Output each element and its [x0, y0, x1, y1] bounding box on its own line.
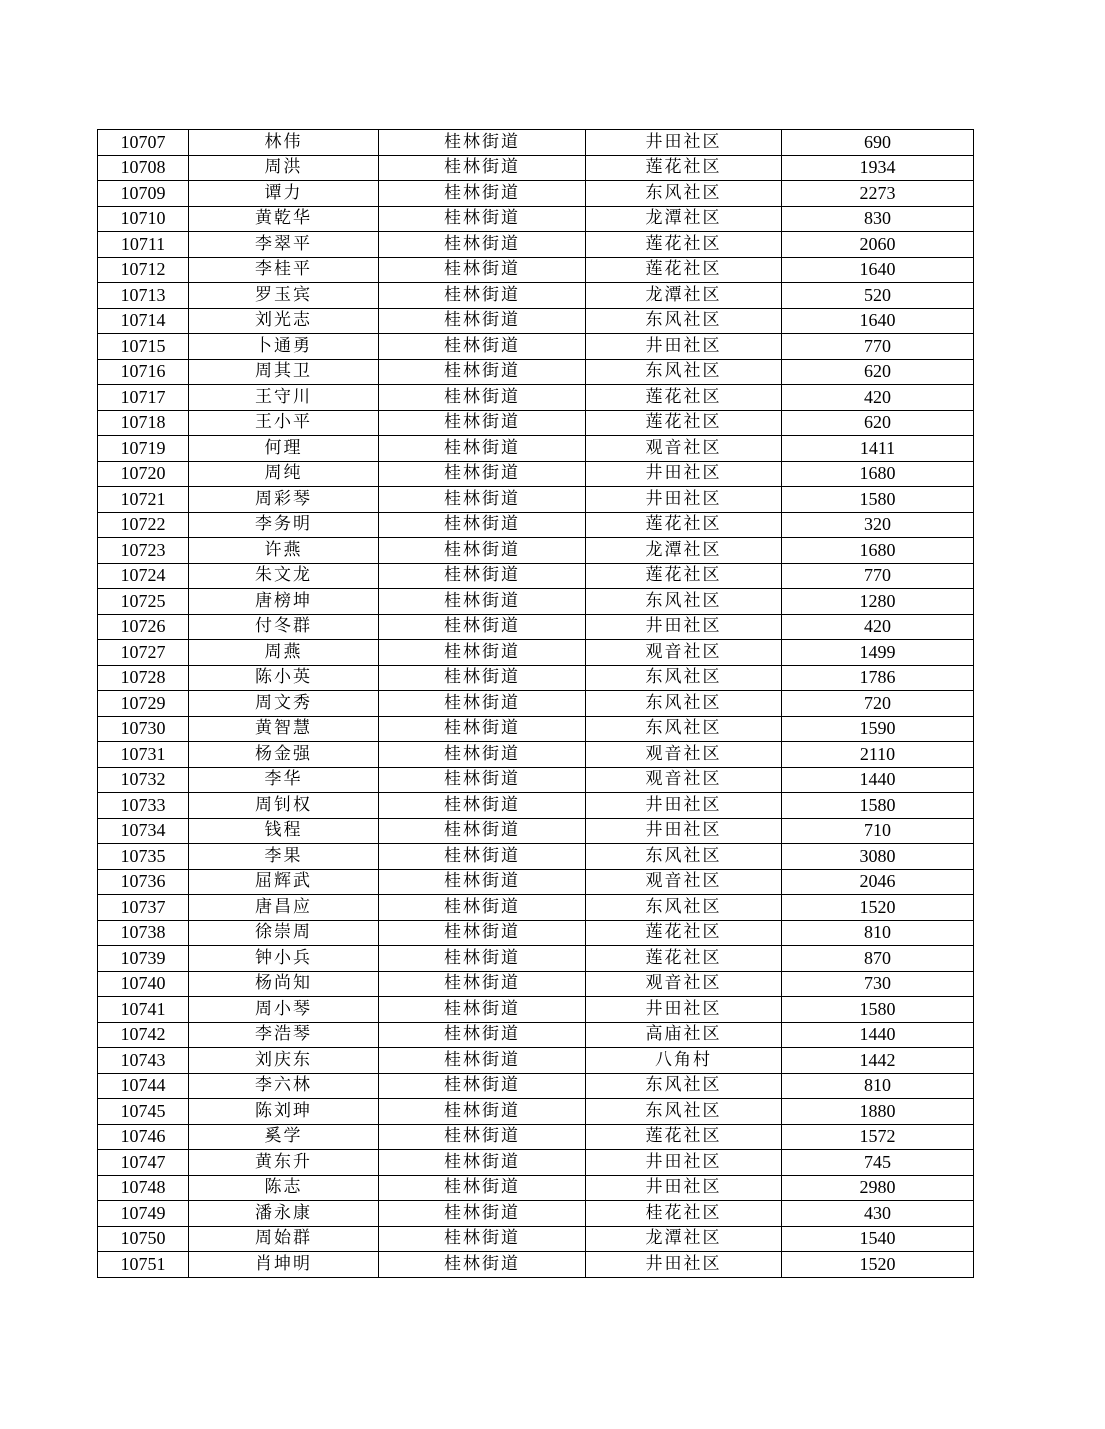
record-id-cell: 10716 [98, 359, 189, 385]
amount-cell: 1520 [782, 1252, 974, 1278]
person-name-cell: 周文秀 [189, 691, 379, 717]
record-id-cell: 10714 [98, 308, 189, 334]
record-id-cell: 10722 [98, 512, 189, 538]
record-id-cell: 10749 [98, 1201, 189, 1227]
street-cell: 桂林街道 [379, 1201, 586, 1227]
street-cell: 桂林街道 [379, 1099, 586, 1125]
record-id-cell: 10740 [98, 971, 189, 997]
amount-cell: 810 [782, 1073, 974, 1099]
community-cell: 井田社区 [586, 1150, 782, 1176]
record-id-cell: 10731 [98, 742, 189, 768]
amount-cell: 1880 [782, 1099, 974, 1125]
person-name-cell: 李华 [189, 767, 379, 793]
amount-cell: 320 [782, 512, 974, 538]
amount-cell: 620 [782, 410, 974, 436]
amount-cell: 730 [782, 971, 974, 997]
record-id-cell: 10737 [98, 895, 189, 921]
person-name-cell: 李桂平 [189, 257, 379, 283]
street-cell: 桂林街道 [379, 155, 586, 181]
community-cell: 龙潭社区 [586, 538, 782, 564]
person-name-cell: 谭力 [189, 181, 379, 207]
table-row [98, 538, 974, 564]
community-cell: 东风社区 [586, 895, 782, 921]
table-row [98, 1175, 974, 1201]
amount-cell: 810 [782, 920, 974, 946]
amount-cell: 1540 [782, 1226, 974, 1252]
community-cell: 井田社区 [586, 1175, 782, 1201]
record-id-cell: 10741 [98, 997, 189, 1023]
table-row [98, 130, 974, 156]
record-table [97, 129, 974, 1278]
community-cell: 龙潭社区 [586, 283, 782, 309]
community-cell: 井田社区 [586, 130, 782, 156]
street-cell: 桂林街道 [379, 130, 586, 156]
person-name-cell: 黄东升 [189, 1150, 379, 1176]
amount-cell: 1680 [782, 461, 974, 487]
street-cell: 桂林街道 [379, 283, 586, 309]
street-cell: 桂林街道 [379, 716, 586, 742]
table-row [98, 206, 974, 232]
street-cell: 桂林街道 [379, 1022, 586, 1048]
community-cell: 观音社区 [586, 436, 782, 462]
record-id-cell: 10723 [98, 538, 189, 564]
amount-cell: 1786 [782, 665, 974, 691]
table-row [98, 334, 974, 360]
person-name-cell: 黄乾华 [189, 206, 379, 232]
person-name-cell: 李务明 [189, 512, 379, 538]
amount-cell: 2046 [782, 869, 974, 895]
record-id-cell: 10730 [98, 716, 189, 742]
table-row [98, 461, 974, 487]
person-name-cell: 周钊权 [189, 793, 379, 819]
community-cell: 东风社区 [586, 181, 782, 207]
street-cell: 桂林街道 [379, 1124, 586, 1150]
record-id-cell: 10715 [98, 334, 189, 360]
record-id-cell: 10708 [98, 155, 189, 181]
community-cell: 井田社区 [586, 793, 782, 819]
table-row [98, 487, 974, 513]
table-row [98, 971, 974, 997]
amount-cell: 1440 [782, 1022, 974, 1048]
street-cell: 桂林街道 [379, 742, 586, 768]
table-row [98, 742, 974, 768]
record-id-cell: 10712 [98, 257, 189, 283]
street-cell: 桂林街道 [379, 767, 586, 793]
person-name-cell: 王守川 [189, 385, 379, 411]
amount-cell: 1640 [782, 257, 974, 283]
table-row [98, 920, 974, 946]
person-name-cell: 钱程 [189, 818, 379, 844]
record-id-cell: 10729 [98, 691, 189, 717]
community-cell: 井田社区 [586, 461, 782, 487]
street-cell: 桂林街道 [379, 1073, 586, 1099]
person-name-cell: 付冬群 [189, 614, 379, 640]
record-id-cell: 10709 [98, 181, 189, 207]
street-cell: 桂林街道 [379, 487, 586, 513]
community-cell: 东风社区 [586, 589, 782, 615]
community-cell: 莲花社区 [586, 1124, 782, 1150]
street-cell: 桂林街道 [379, 818, 586, 844]
person-name-cell: 周燕 [189, 640, 379, 666]
person-name-cell: 陈刘珅 [189, 1099, 379, 1125]
community-cell: 观音社区 [586, 869, 782, 895]
amount-cell: 1590 [782, 716, 974, 742]
street-cell: 桂林街道 [379, 206, 586, 232]
amount-cell: 2060 [782, 232, 974, 258]
record-id-cell: 10751 [98, 1252, 189, 1278]
person-name-cell: 奚学 [189, 1124, 379, 1150]
person-name-cell: 李果 [189, 844, 379, 870]
table-row [98, 997, 974, 1023]
community-cell: 井田社区 [586, 1252, 782, 1278]
record-id-cell: 10718 [98, 410, 189, 436]
street-cell: 桂林街道 [379, 461, 586, 487]
community-cell: 桂花社区 [586, 1201, 782, 1227]
record-id-cell: 10748 [98, 1175, 189, 1201]
record-id-cell: 10710 [98, 206, 189, 232]
street-cell: 桂林街道 [379, 844, 586, 870]
record-id-cell: 10727 [98, 640, 189, 666]
record-id-cell: 10728 [98, 665, 189, 691]
amount-cell: 770 [782, 563, 974, 589]
community-cell: 莲花社区 [586, 920, 782, 946]
community-cell: 莲花社区 [586, 155, 782, 181]
amount-cell: 870 [782, 946, 974, 972]
record-id-cell: 10726 [98, 614, 189, 640]
street-cell: 桂林街道 [379, 895, 586, 921]
table-row [98, 1124, 974, 1150]
community-cell: 莲花社区 [586, 946, 782, 972]
amount-cell: 1934 [782, 155, 974, 181]
community-cell: 东风社区 [586, 844, 782, 870]
table-row [98, 1099, 974, 1125]
person-name-cell: 黄智慧 [189, 716, 379, 742]
record-id-cell: 10713 [98, 283, 189, 309]
amount-cell: 1442 [782, 1048, 974, 1074]
table-row [98, 155, 974, 181]
person-name-cell: 潘永康 [189, 1201, 379, 1227]
amount-cell: 3080 [782, 844, 974, 870]
person-name-cell: 杨尚知 [189, 971, 379, 997]
community-cell: 井田社区 [586, 818, 782, 844]
community-cell: 东风社区 [586, 1099, 782, 1125]
street-cell: 桂林街道 [379, 308, 586, 334]
record-id-cell: 10746 [98, 1124, 189, 1150]
street-cell: 桂林街道 [379, 997, 586, 1023]
record-id-cell: 10750 [98, 1226, 189, 1252]
table-row [98, 640, 974, 666]
table-row [98, 359, 974, 385]
record-id-cell: 10733 [98, 793, 189, 819]
record-id-cell: 10747 [98, 1150, 189, 1176]
person-name-cell: 林伟 [189, 130, 379, 156]
street-cell: 桂林街道 [379, 359, 586, 385]
amount-cell: 1580 [782, 793, 974, 819]
person-name-cell: 李翠平 [189, 232, 379, 258]
record-id-cell: 10736 [98, 869, 189, 895]
street-cell: 桂林街道 [379, 563, 586, 589]
amount-cell: 2273 [782, 181, 974, 207]
record-id-cell: 10719 [98, 436, 189, 462]
table-row [98, 793, 974, 819]
record-id-cell: 10711 [98, 232, 189, 258]
table-row [98, 181, 974, 207]
amount-cell: 770 [782, 334, 974, 360]
person-name-cell: 徐崇周 [189, 920, 379, 946]
street-cell: 桂林街道 [379, 665, 586, 691]
record-id-cell: 10742 [98, 1022, 189, 1048]
street-cell: 桂林街道 [379, 946, 586, 972]
community-cell: 莲花社区 [586, 257, 782, 283]
person-name-cell: 许燕 [189, 538, 379, 564]
street-cell: 桂林街道 [379, 257, 586, 283]
street-cell: 桂林街道 [379, 410, 586, 436]
community-cell: 高庙社区 [586, 1022, 782, 1048]
person-name-cell: 钟小兵 [189, 946, 379, 972]
table-row [98, 767, 974, 793]
community-cell: 东风社区 [586, 691, 782, 717]
table-row [98, 895, 974, 921]
community-cell: 井田社区 [586, 487, 782, 513]
table-row [98, 844, 974, 870]
person-name-cell: 周洪 [189, 155, 379, 181]
table-row [98, 818, 974, 844]
amount-cell: 710 [782, 818, 974, 844]
table-row [98, 410, 974, 436]
amount-cell: 520 [782, 283, 974, 309]
community-cell: 莲花社区 [586, 385, 782, 411]
table-row [98, 1150, 974, 1176]
table-row [98, 1022, 974, 1048]
street-cell: 桂林街道 [379, 538, 586, 564]
community-cell: 莲花社区 [586, 232, 782, 258]
street-cell: 桂林街道 [379, 436, 586, 462]
table-row [98, 257, 974, 283]
person-name-cell: 周其卫 [189, 359, 379, 385]
table-row [98, 946, 974, 972]
street-cell: 桂林街道 [379, 1175, 586, 1201]
table-row [98, 283, 974, 309]
street-cell: 桂林街道 [379, 920, 586, 946]
table-row [98, 436, 974, 462]
table-row [98, 1073, 974, 1099]
record-id-cell: 10745 [98, 1099, 189, 1125]
community-cell: 观音社区 [586, 640, 782, 666]
amount-cell: 745 [782, 1150, 974, 1176]
street-cell: 桂林街道 [379, 512, 586, 538]
community-cell: 东风社区 [586, 359, 782, 385]
person-name-cell: 何理 [189, 436, 379, 462]
street-cell: 桂林街道 [379, 181, 586, 207]
community-cell: 龙潭社区 [586, 206, 782, 232]
person-name-cell: 陈志 [189, 1175, 379, 1201]
person-name-cell: 周始群 [189, 1226, 379, 1252]
table-row [98, 308, 974, 334]
amount-cell: 620 [782, 359, 974, 385]
table-row [98, 385, 974, 411]
amount-cell: 1640 [782, 308, 974, 334]
record-id-cell: 10717 [98, 385, 189, 411]
record-id-cell: 10724 [98, 563, 189, 589]
record-id-cell: 10744 [98, 1073, 189, 1099]
person-name-cell: 唐昌应 [189, 895, 379, 921]
record-id-cell: 10720 [98, 461, 189, 487]
amount-cell: 1580 [782, 997, 974, 1023]
amount-cell: 2980 [782, 1175, 974, 1201]
street-cell: 桂林街道 [379, 691, 586, 717]
table-row [98, 665, 974, 691]
record-id-cell: 10732 [98, 767, 189, 793]
person-name-cell: 唐榜坤 [189, 589, 379, 615]
street-cell: 桂林街道 [379, 589, 586, 615]
street-cell: 桂林街道 [379, 1226, 586, 1252]
amount-cell: 1680 [782, 538, 974, 564]
person-name-cell: 肖坤明 [189, 1252, 379, 1278]
record-id-cell: 10721 [98, 487, 189, 513]
street-cell: 桂林街道 [379, 232, 586, 258]
person-name-cell: 罗玉宾 [189, 283, 379, 309]
community-cell: 东风社区 [586, 1073, 782, 1099]
table-row [98, 589, 974, 615]
person-name-cell: 周彩琴 [189, 487, 379, 513]
person-name-cell: 周纯 [189, 461, 379, 487]
person-name-cell: 陈小英 [189, 665, 379, 691]
table-row [98, 1252, 974, 1278]
community-cell: 东风社区 [586, 716, 782, 742]
community-cell: 八角村 [586, 1048, 782, 1074]
table-row [98, 691, 974, 717]
street-cell: 桂林街道 [379, 869, 586, 895]
person-name-cell: 王小平 [189, 410, 379, 436]
community-cell: 观音社区 [586, 742, 782, 768]
person-name-cell: 刘光志 [189, 308, 379, 334]
amount-cell: 690 [782, 130, 974, 156]
street-cell: 桂林街道 [379, 971, 586, 997]
amount-cell: 1572 [782, 1124, 974, 1150]
community-cell: 井田社区 [586, 334, 782, 360]
street-cell: 桂林街道 [379, 1150, 586, 1176]
record-table-body [98, 130, 974, 1278]
community-cell: 莲花社区 [586, 512, 782, 538]
table-row [98, 1201, 974, 1227]
record-id-cell: 10735 [98, 844, 189, 870]
person-name-cell: 周小琴 [189, 997, 379, 1023]
record-id-cell: 10739 [98, 946, 189, 972]
table-row [98, 614, 974, 640]
amount-cell: 720 [782, 691, 974, 717]
table-row [98, 869, 974, 895]
record-id-cell: 10707 [98, 130, 189, 156]
community-cell: 东风社区 [586, 665, 782, 691]
person-name-cell: 李浩琴 [189, 1022, 379, 1048]
street-cell: 桂林街道 [379, 614, 586, 640]
table-row [98, 232, 974, 258]
person-name-cell: 李六林 [189, 1073, 379, 1099]
table-row [98, 512, 974, 538]
person-name-cell: 刘庆东 [189, 1048, 379, 1074]
street-cell: 桂林街道 [379, 1048, 586, 1074]
person-name-cell: 杨金强 [189, 742, 379, 768]
street-cell: 桂林街道 [379, 334, 586, 360]
table-row [98, 716, 974, 742]
community-cell: 井田社区 [586, 614, 782, 640]
person-name-cell: 屈辉武 [189, 869, 379, 895]
street-cell: 桂林街道 [379, 385, 586, 411]
community-cell: 龙潭社区 [586, 1226, 782, 1252]
street-cell: 桂林街道 [379, 793, 586, 819]
amount-cell: 1280 [782, 589, 974, 615]
record-id-cell: 10743 [98, 1048, 189, 1074]
table-row [98, 563, 974, 589]
amount-cell: 420 [782, 385, 974, 411]
community-cell: 莲花社区 [586, 410, 782, 436]
street-cell: 桂林街道 [379, 640, 586, 666]
community-cell: 莲花社区 [586, 563, 782, 589]
amount-cell: 1499 [782, 640, 974, 666]
community-cell: 东风社区 [586, 308, 782, 334]
community-cell: 观音社区 [586, 971, 782, 997]
record-id-cell: 10738 [98, 920, 189, 946]
table-row [98, 1048, 974, 1074]
amount-cell: 2110 [782, 742, 974, 768]
street-cell: 桂林街道 [379, 1252, 586, 1278]
record-id-cell: 10725 [98, 589, 189, 615]
person-name-cell: 朱文龙 [189, 563, 379, 589]
person-name-cell: 卜通勇 [189, 334, 379, 360]
record-id-cell: 10734 [98, 818, 189, 844]
community-cell: 观音社区 [586, 767, 782, 793]
amount-cell: 1520 [782, 895, 974, 921]
amount-cell: 420 [782, 614, 974, 640]
amount-cell: 1411 [782, 436, 974, 462]
amount-cell: 1580 [782, 487, 974, 513]
amount-cell: 430 [782, 1201, 974, 1227]
amount-cell: 830 [782, 206, 974, 232]
table-row [98, 1226, 974, 1252]
community-cell: 井田社区 [586, 997, 782, 1023]
amount-cell: 1440 [782, 767, 974, 793]
